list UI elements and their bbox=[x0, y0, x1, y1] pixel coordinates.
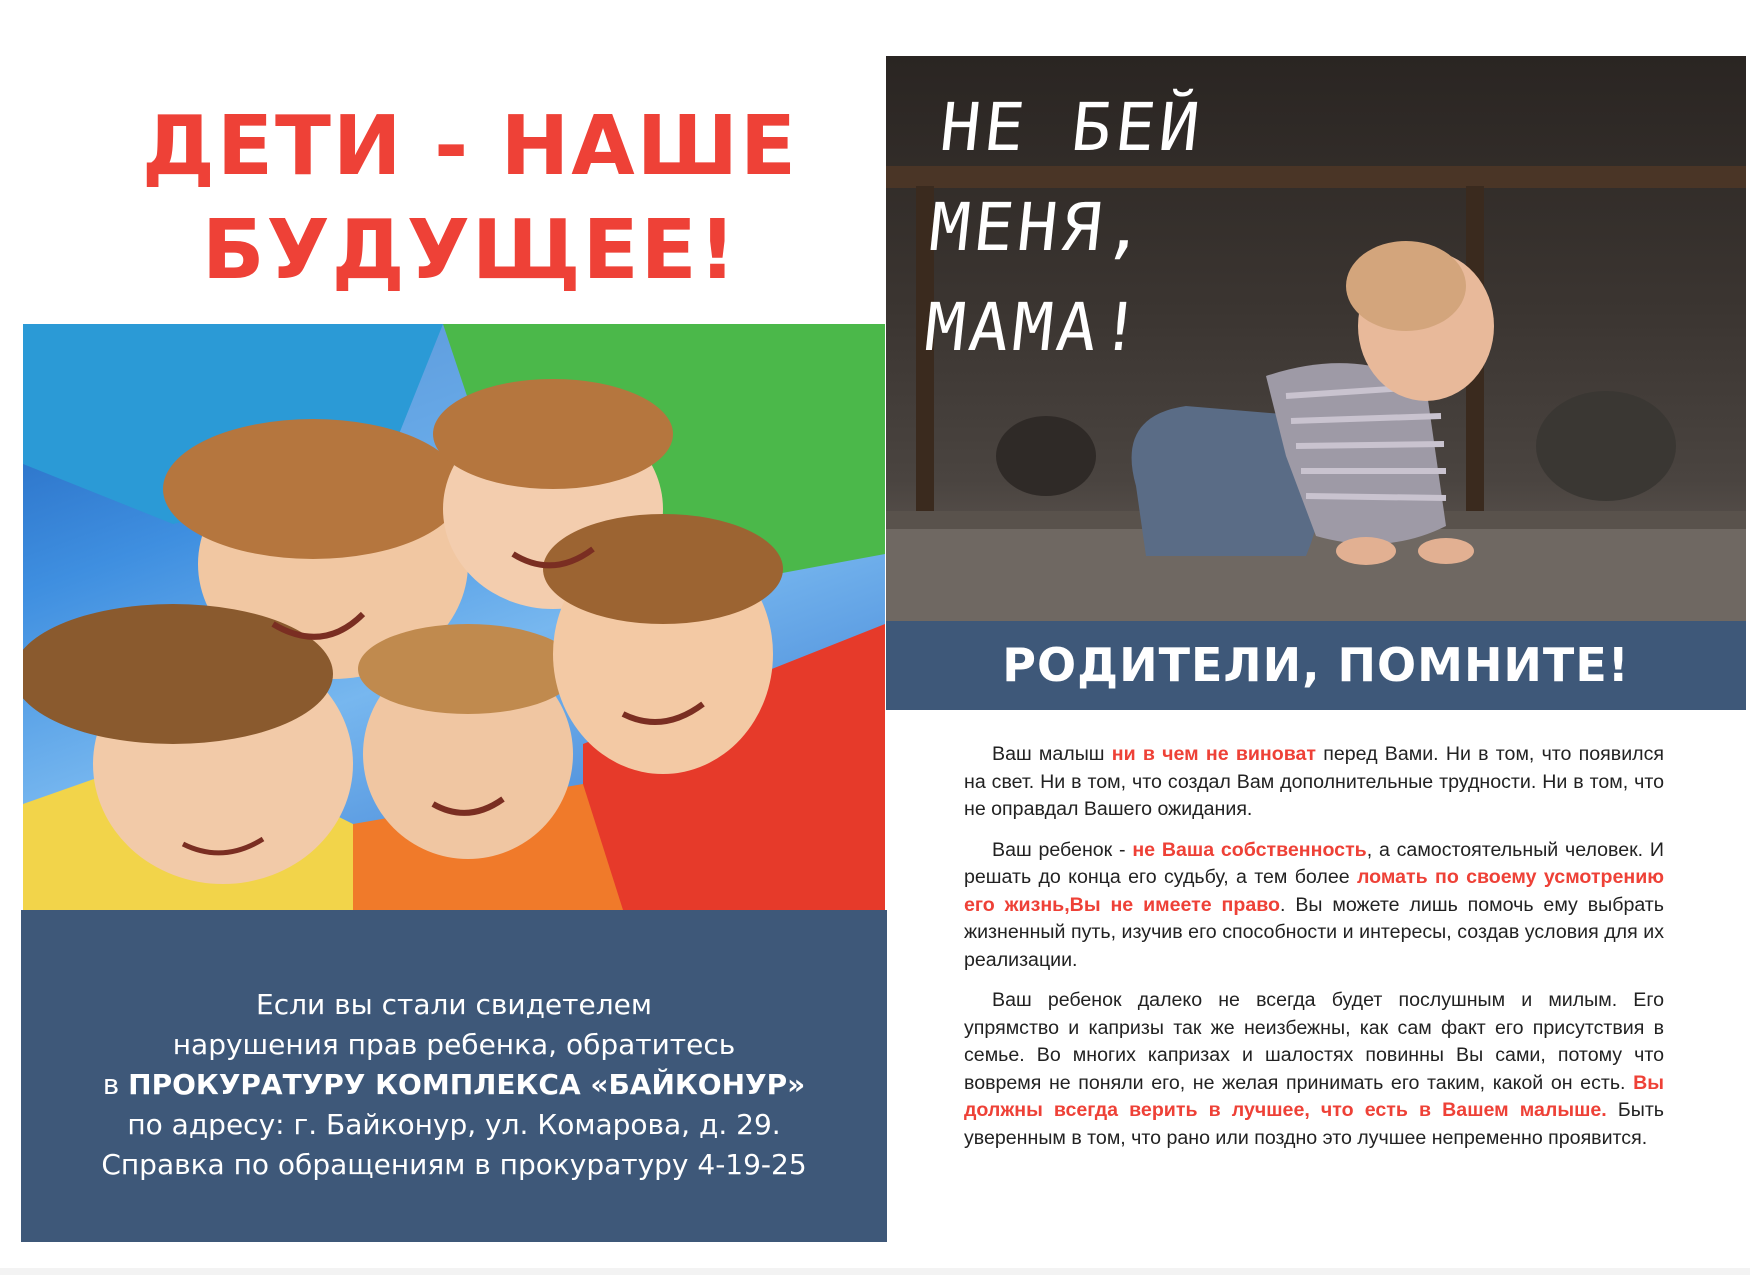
page-edge bbox=[0, 1268, 1750, 1275]
contact-line3-prefix: в bbox=[102, 1068, 129, 1101]
p1-highlight: ни в чем не виноват bbox=[1111, 743, 1317, 765]
advice-paragraph-2 bbox=[964, 837, 1664, 975]
p2-highlight-1: не Ваша собственность bbox=[1132, 838, 1367, 861]
children-photo bbox=[23, 324, 885, 910]
p1-text-b: перед Вами. Ни в том, что появился на свет. Ни в том, что создал Вам дополнительные трудности. Ни в том, что не оправдал Вашего ожидания. bbox=[964, 743, 1664, 820]
left-title-line2: БУДУЩЕЕ! bbox=[201, 203, 739, 298]
contact-line1: Если вы стали свидетелем bbox=[256, 988, 652, 1021]
p2-text-a: Ваш ребенок - bbox=[992, 838, 1133, 861]
parents-banner bbox=[886, 621, 1746, 710]
parents-advice-text bbox=[964, 741, 1664, 1165]
prosecutor-office-name: ПРОКУРАТУРУ КОМПЛЕКСА «БАЙКОНУР» bbox=[128, 1068, 806, 1101]
contact-line3 bbox=[21, 1065, 887, 1105]
left-title bbox=[40, 95, 900, 303]
contact-address: по адресу: г. Байконур, ул. Комарова, д. 29. bbox=[127, 1108, 781, 1141]
contact-text bbox=[21, 985, 887, 1185]
handwritten-heading bbox=[914, 78, 1466, 378]
p3-highlight: Вы должны всегда верить в лучшее, что есть в Вашем малыше. bbox=[964, 1071, 1664, 1121]
advice-paragraph-1 bbox=[964, 741, 1664, 824]
p2-highlight-2: ломать по своему усмотрению его жизнь,Вы не имеете право bbox=[964, 866, 1664, 916]
p3-text-b: Быть уверенным в том, что рано или поздно это лучшее непременно проявится. bbox=[964, 1099, 1665, 1149]
left-title-line1: ДЕТИ - НАШЕ bbox=[141, 99, 799, 194]
children-photo-illustration bbox=[23, 324, 885, 910]
contact-line2: нарушения прав ребенка, обратитесь bbox=[172, 1028, 736, 1061]
p2-text-c: . Вы можете лишь помочь ему выбрать жизненный путь, изучив его способности и интересы, создав условия для их реализации. bbox=[964, 893, 1664, 971]
contact-phone: Справка по обращениям в прокуратуру 4-19-25 bbox=[101, 1148, 807, 1181]
handwritten-line2: МАМА! bbox=[921, 289, 1149, 366]
parents-banner-text: РОДИТЕЛИ, ПОМНИТЕ! bbox=[1002, 638, 1630, 692]
contact-panel bbox=[21, 910, 887, 1242]
p1-text-a: Ваш малыш bbox=[992, 743, 1112, 765]
p2-text-b: , а самостоятельный человек. И решать до конца его судьбу, а тем более bbox=[964, 838, 1664, 888]
advice-paragraph-3 bbox=[964, 987, 1664, 1152]
p3-text-a: Ваш ребенок далеко не всегда будет послушным и милым. Его упрямство и капризы так же неизбежны, как сам факт его присутствия в семье. Во многих капризах и шалостях повинны Вы сами, потому что вовремя не поняли его, не желая принимать его таким, какой он есть. bbox=[964, 989, 1664, 1094]
handwritten-line1: НЕ БЕЙ МЕНЯ, bbox=[926, 89, 1208, 266]
